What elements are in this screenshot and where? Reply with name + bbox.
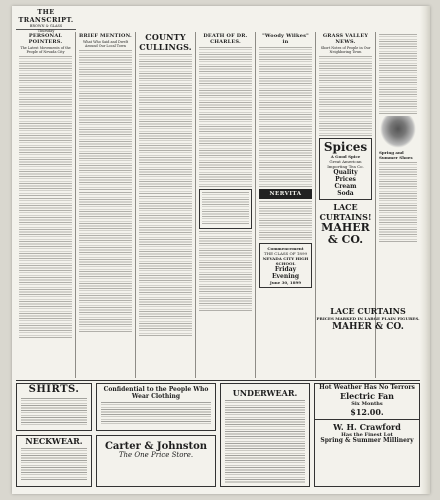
lace-curtains-heading: LACE CURTAINS! bbox=[319, 202, 372, 222]
newspaper-page bbox=[12, 6, 430, 494]
column-heading: GRASS VALLEY NEWS. bbox=[322, 33, 369, 45]
column-personal-pointers bbox=[16, 32, 76, 378]
confidential-ad bbox=[96, 383, 216, 431]
maher-co-heading-2: MAHER & CO. bbox=[332, 322, 404, 332]
article-text bbox=[379, 162, 417, 242]
column-heading: COUNTY bbox=[145, 32, 186, 42]
small-ad bbox=[199, 189, 252, 229]
soda-label: Soda bbox=[337, 190, 354, 197]
column-heading: "Woody Wilkes" in bbox=[262, 33, 309, 45]
one-price-store: The One Price Store. bbox=[118, 451, 194, 459]
column-subheading: What Who Said and Dwelt Around Our Local Town bbox=[82, 40, 129, 48]
spring-millinery-label: Spring & Summer Millinery bbox=[320, 437, 414, 444]
article-text bbox=[79, 50, 132, 190]
confidential-title: Confidential to the People Who Wear Clothing bbox=[103, 386, 209, 400]
article-text bbox=[199, 47, 252, 187]
crawford-title: W. H. Crawford bbox=[333, 422, 401, 432]
column-heading: BRIEF MENTION. bbox=[79, 33, 132, 39]
neckwear-title: NECKWEAR. bbox=[25, 436, 83, 446]
article-text bbox=[199, 231, 252, 311]
prices-marked: PRICES MARKED IN LARGE PLAIN FIGURES. bbox=[316, 316, 420, 321]
column-woody-wilkes bbox=[256, 32, 316, 378]
column-county-cullings bbox=[136, 32, 196, 378]
date-label: June 30, 1899 bbox=[269, 280, 302, 285]
school-label: NEVADA CITY HIGH SCHOOL bbox=[262, 256, 309, 266]
masthead-title: THE TRANSCRIPT. bbox=[18, 8, 74, 24]
article-text bbox=[19, 56, 72, 196]
ad-text bbox=[21, 398, 87, 426]
lace-curtains-ad bbox=[316, 306, 420, 333]
article-text bbox=[139, 196, 192, 336]
six-months-label: Six Months bbox=[351, 401, 383, 407]
nervita-ad: NERVITA bbox=[259, 189, 312, 199]
spices-subtitle: A Good Spice bbox=[330, 154, 361, 159]
prices-label: Prices bbox=[335, 176, 356, 183]
hot-weather-title: Hot Weather Has No Terrors bbox=[319, 384, 415, 391]
article-text bbox=[139, 54, 192, 194]
maher-co-heading: MAHER & CO. bbox=[321, 221, 370, 246]
quality-label: Quality bbox=[333, 169, 358, 176]
column-subheading: Short Notes of People in Our Neighboring Town bbox=[320, 46, 371, 54]
woman-illustration-icon bbox=[380, 116, 416, 148]
masthead-date: Thursday bbox=[37, 28, 55, 33]
underwear-ad bbox=[220, 383, 310, 487]
importer-name: Great American Importing Tea Co. bbox=[327, 159, 364, 169]
bottom-advertisements bbox=[16, 380, 420, 491]
masthead bbox=[16, 8, 76, 33]
column-heading: CULLINGS. bbox=[139, 42, 192, 52]
finest-lot-label: Has the Finest Lot bbox=[341, 432, 393, 438]
article-text bbox=[259, 201, 312, 241]
article-text bbox=[259, 47, 312, 187]
article-text bbox=[79, 192, 132, 332]
column-death-notice bbox=[196, 32, 256, 378]
ad-text bbox=[101, 402, 211, 424]
column-brief-mention bbox=[76, 32, 136, 378]
commencement-title: Commencement bbox=[267, 246, 304, 251]
cream-label: Cream bbox=[334, 183, 357, 190]
carter-johnston-ad bbox=[96, 435, 216, 487]
ad-text bbox=[21, 448, 87, 480]
neckwear-ad bbox=[16, 435, 92, 487]
underwear-title: UNDERWEAR. bbox=[232, 388, 298, 398]
class-label: THE CLASS OF 1899 bbox=[263, 251, 308, 256]
carter-johnston-title: Carter & Johnston bbox=[104, 441, 208, 452]
ad-text bbox=[202, 192, 249, 224]
electric-fan-ad bbox=[314, 383, 420, 487]
column-heading: DEATH OF DR. CHARLES. bbox=[203, 33, 248, 45]
commencement-ad bbox=[259, 243, 312, 288]
lace-curtains-heading-2: LACE CURTAINS bbox=[330, 306, 406, 316]
masthead-publishers: BROWN & GLASS bbox=[29, 24, 63, 28]
spices-ad bbox=[319, 138, 372, 200]
spices-title: Spices bbox=[323, 140, 368, 154]
spring-summer-shoes: Spring and Summer Shoes bbox=[379, 150, 413, 160]
article-text bbox=[19, 198, 72, 338]
article-text bbox=[379, 34, 417, 114]
shirts-ad bbox=[16, 383, 92, 431]
friday-label: Friday Evening bbox=[271, 266, 300, 280]
article-text bbox=[319, 56, 372, 136]
ad-text bbox=[225, 400, 305, 484]
page-edge bbox=[420, 6, 430, 494]
column-heading: PERSONAL POINTERS. bbox=[28, 33, 63, 45]
column-subheading: The Latest Movements of the People of Nevada City bbox=[20, 46, 71, 54]
shirts-title: SHIRTS. bbox=[28, 384, 80, 395]
electric-fan-label: Electric Fan bbox=[340, 391, 394, 401]
price-label: $12.00. bbox=[350, 407, 384, 417]
